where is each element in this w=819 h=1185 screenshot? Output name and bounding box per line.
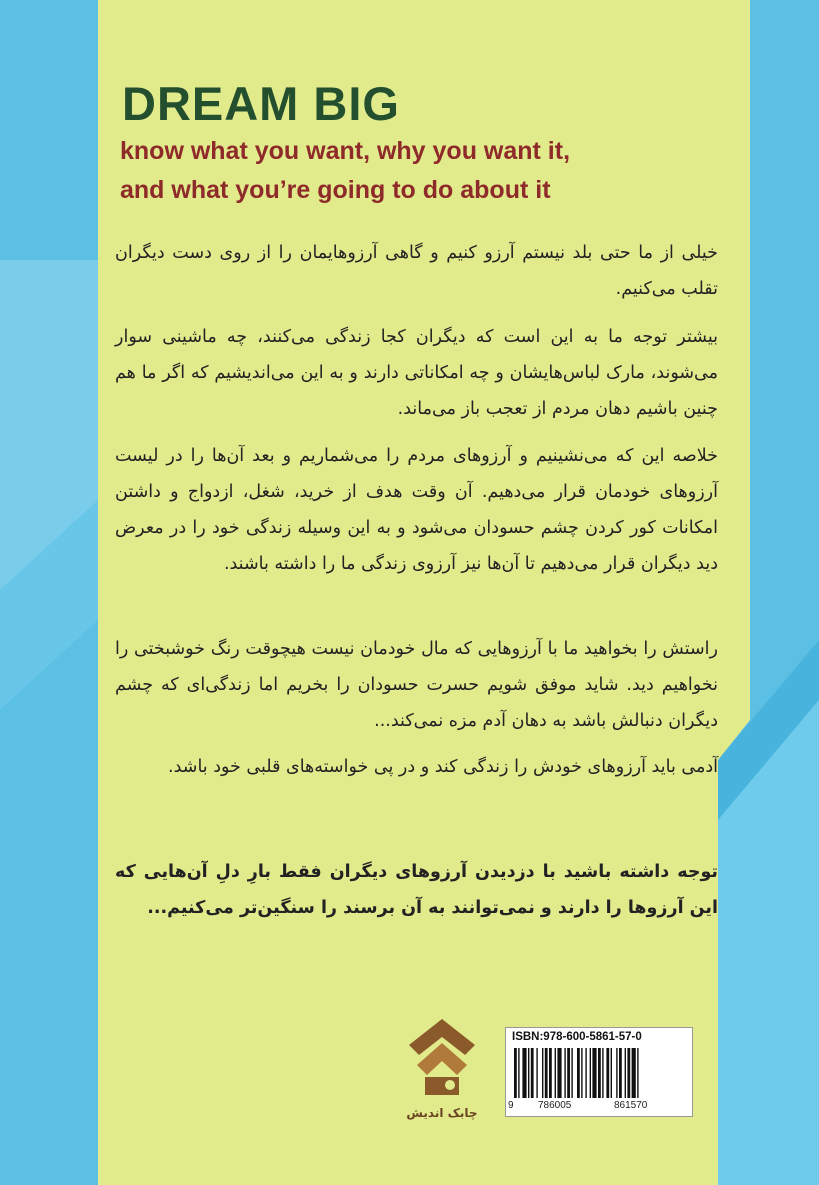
subtitle-line-2: and what you’re going to do about it xyxy=(120,176,551,204)
barcode-bar xyxy=(518,1048,519,1098)
barcode-bar xyxy=(619,1048,622,1098)
barcode-bar xyxy=(571,1048,572,1098)
barcode-bar xyxy=(542,1048,543,1098)
barcode-digit-prefix: 9 xyxy=(508,1100,514,1111)
subtitle-line-1: know what you want, why you want it, xyxy=(120,137,571,165)
barcode-bar xyxy=(528,1048,529,1098)
barcode-group-2: 861570 xyxy=(614,1100,648,1111)
barcode-label xyxy=(505,1027,693,1117)
barcode-bar xyxy=(598,1048,601,1098)
barcode-bar xyxy=(549,1048,552,1098)
cover-content xyxy=(115,0,720,1185)
barcode-bar xyxy=(557,1048,561,1098)
barcode-bar xyxy=(602,1048,603,1098)
barcode-bar xyxy=(616,1048,617,1098)
paragraph-5: آدمی باید آرزوهای خودش را زندگی کند و در پی خواسته‌های قلبی خود باشد. xyxy=(168,757,718,777)
barcode-bar xyxy=(637,1048,638,1098)
barcode-bar xyxy=(611,1048,612,1098)
barcode-bar xyxy=(531,1048,534,1098)
barcode-bar xyxy=(514,1048,517,1098)
barcode-bar xyxy=(581,1048,582,1098)
barcode-bar xyxy=(522,1048,526,1098)
paragraph-4: راستش را بخواهید ما با آرزوهایی که مال خودمان نیست هیچوقت رنگ خوشبختی را نخواهیم دید. شاید موفق شویم حسرت حسودان را بخریم اما زندگی‌ای که چشم دیگران دنبالش باشد به دهان آدم مزه نمی‌کند... xyxy=(115,639,718,731)
barcode-bar xyxy=(564,1048,565,1098)
publisher-logo xyxy=(405,1015,479,1125)
paragraph-2: بیشتر توجه ما به این است که دیگران کجا زندگی می‌کنند، چه ماشینی سوار می‌شوند، مارک لباس‌هایشان و چه امکاناتی دارند و به این می‌اندیشیم که اگر ما هم چنین باشیم دهان مردم از تعجب باز می‌ماند. xyxy=(115,327,718,419)
book-title: DREAM BIG xyxy=(122,77,400,130)
barcode-bar xyxy=(555,1048,556,1098)
left-diagonal-stripe xyxy=(0,500,98,710)
paragraph-1: خیلی از ما حتی بلد نیستم آرزو کنیم و گاهی آرزوهایمان را از روی دست دیگران تقلب می‌کنیم. xyxy=(115,243,718,299)
barcode-bar xyxy=(592,1048,596,1098)
barcode-bar xyxy=(590,1048,591,1098)
publisher-name: چابک اندیش xyxy=(406,1106,478,1120)
barcode-bar xyxy=(585,1048,586,1098)
barcode-bar xyxy=(625,1048,626,1098)
barcode-bars xyxy=(514,1048,684,1098)
barcode-bar xyxy=(606,1048,609,1098)
barcode-bar xyxy=(536,1048,537,1098)
barcode-bar xyxy=(577,1048,580,1098)
barcode-bar xyxy=(627,1048,630,1098)
barcode-bar xyxy=(545,1048,548,1098)
paragraph-3: خلاصه این که می‌نشینیم و آرزوهای مردم را می‌شماریم و بعد آن‌ها را در لیست آرزوهای خودمان قرار می‌دهیم. آن وقت هدف از خرید، شغل، ازدواج و داشتن امکانات کور کردن چشم حسودان می‌شود و به این وسیله زندگی خود را در معرض دید دیگران قرار می‌دهیم تا آن‌ها نیز آرزوی زندگی ما را داشته باشند. xyxy=(115,446,718,574)
closing-statement: توجه داشته باشید با دزدیدن آرزوهای دیگران فقط بارِ دلِ آن‌هایی که این آرزوها را دارند و نمی‌توانند به آن برسند را سنگین‌تر می‌کنیم... xyxy=(115,862,718,918)
barcode-group-1: 786005 xyxy=(538,1100,572,1111)
barcode-bar xyxy=(567,1048,570,1098)
barcode-bar xyxy=(632,1048,636,1098)
isbn-number: ISBN:978-600-5861-57-0 xyxy=(512,1031,642,1043)
